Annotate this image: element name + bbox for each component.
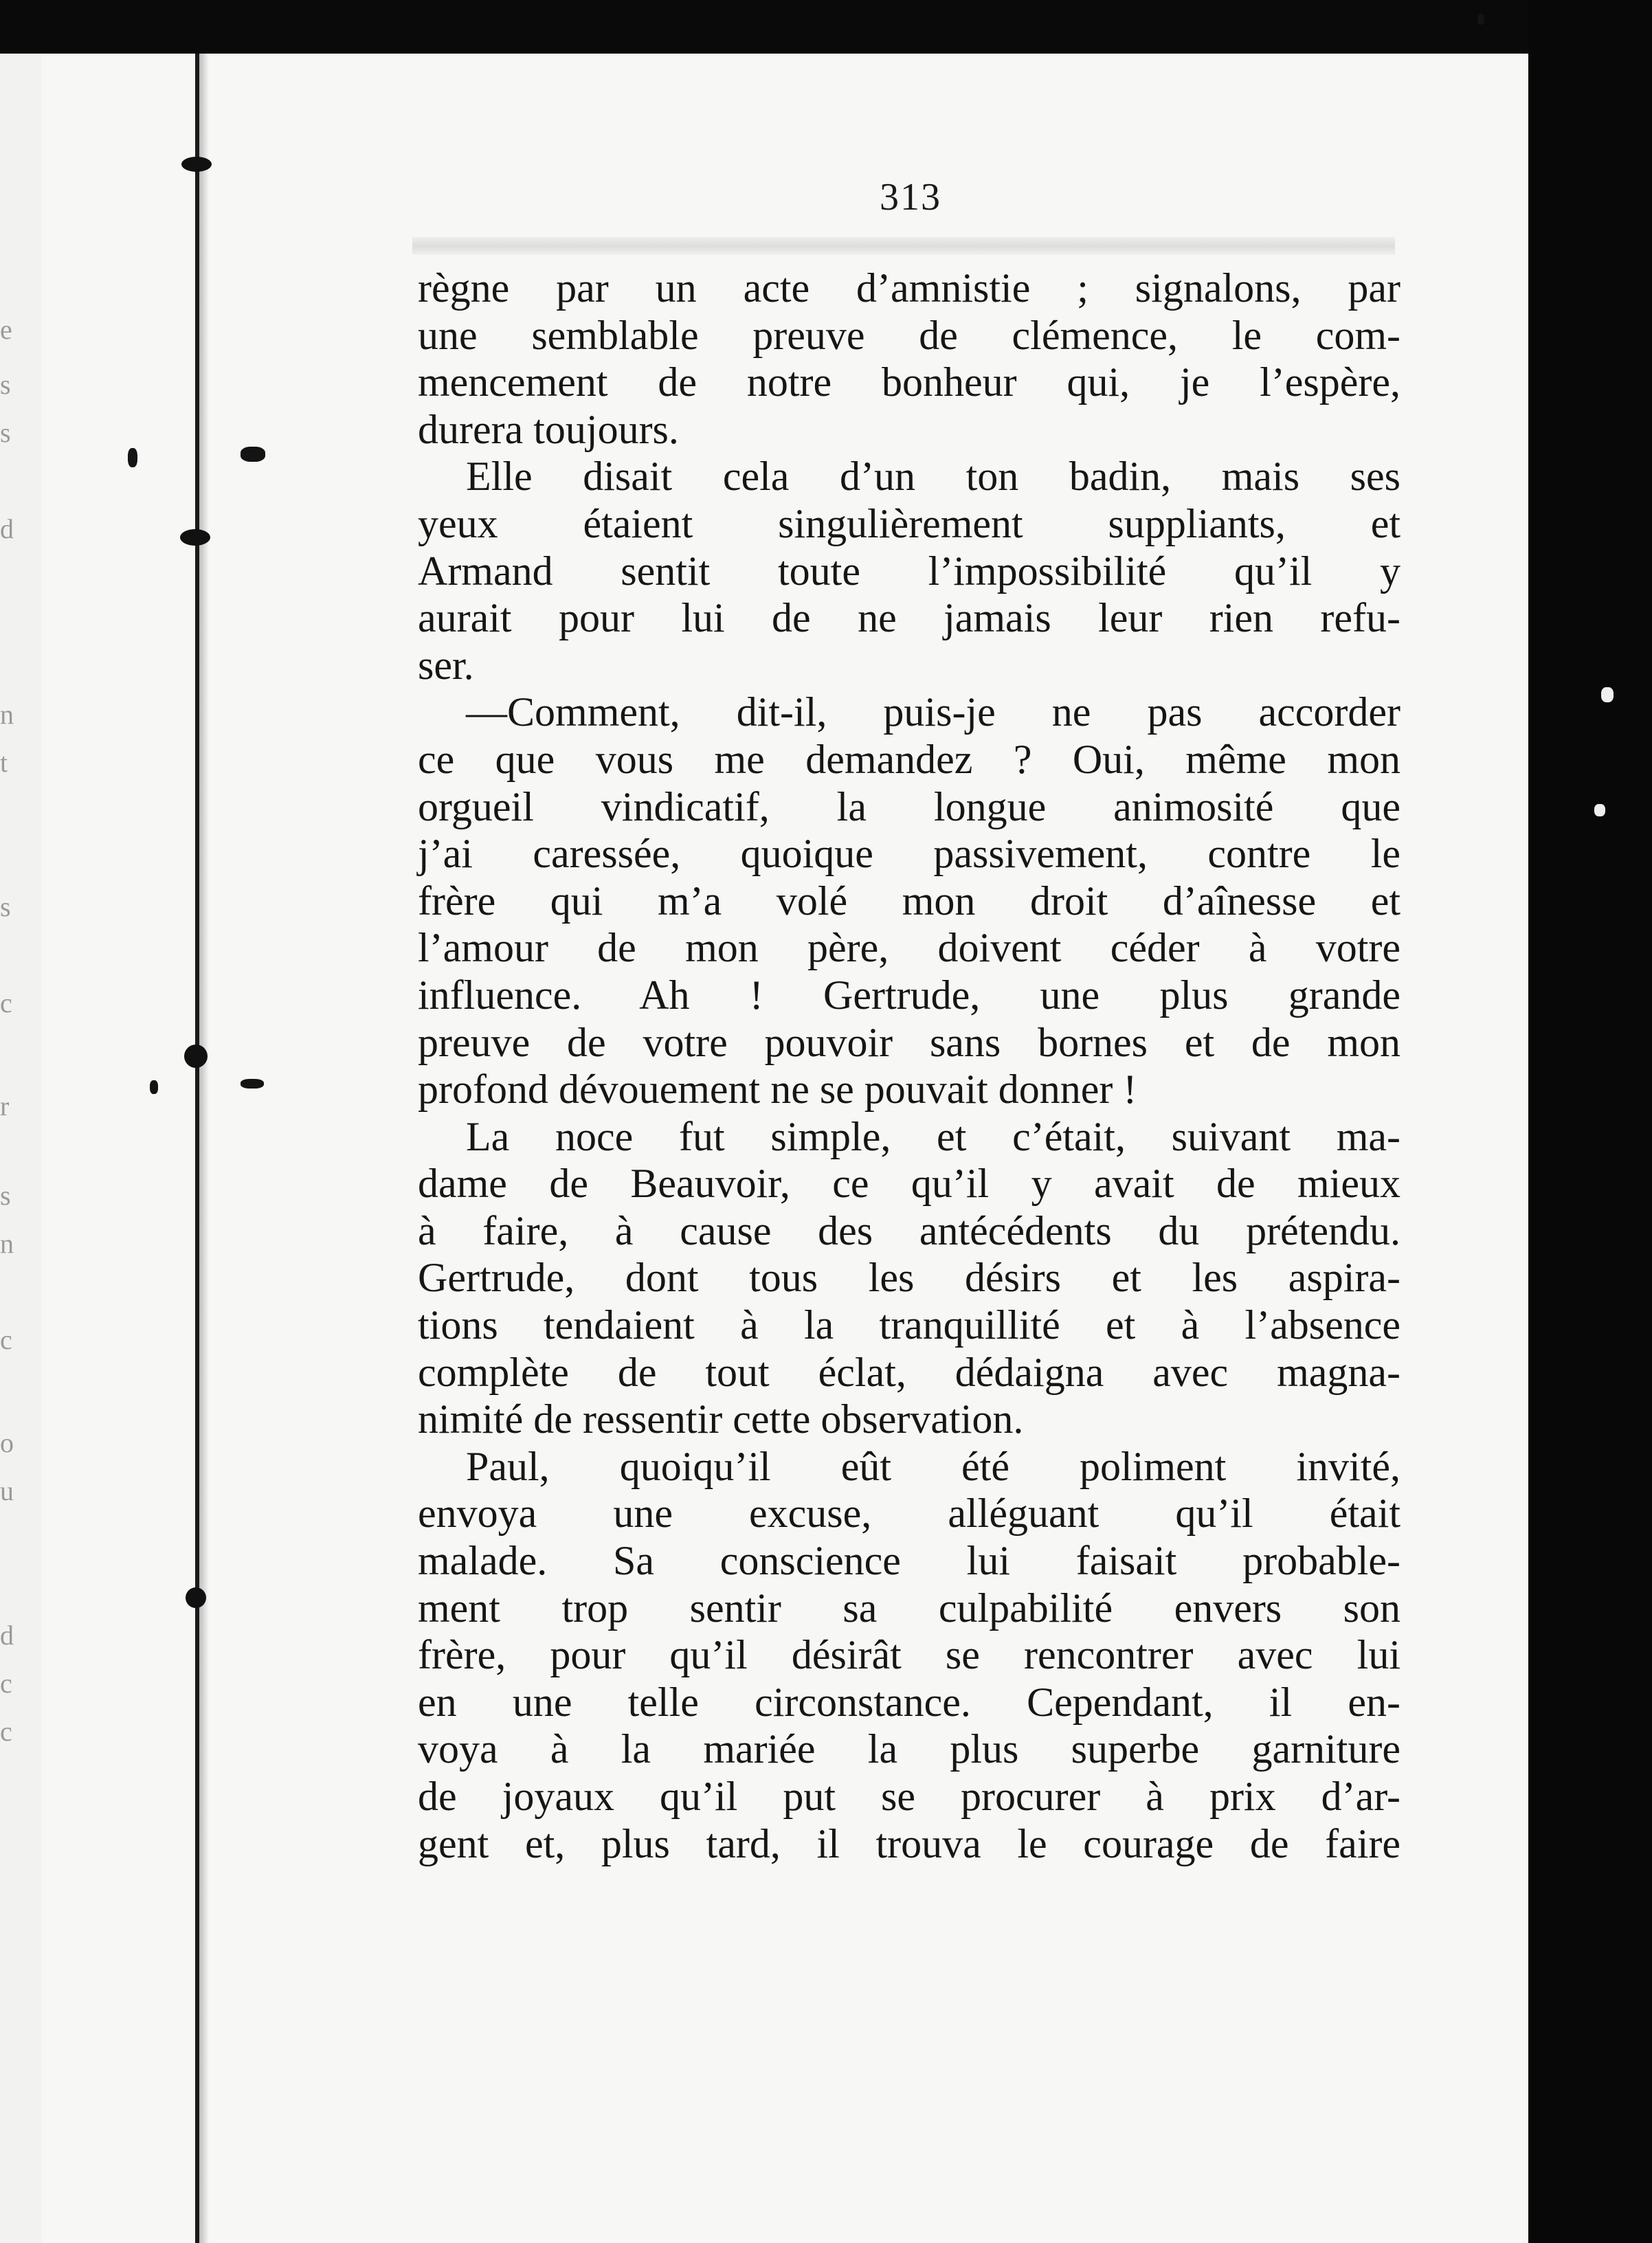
show-through-mark: c — [0, 1668, 12, 1699]
text-line: nimité de ressentir cette observation. — [418, 1396, 1024, 1442]
text-line: durera toujours. — [418, 406, 679, 452]
show-through-mark: c — [0, 987, 12, 1018]
text-line: l’amour de mon père, doivent céder à votre — [418, 925, 1400, 971]
show-through-mark: t — [0, 747, 8, 778]
text-line: influence. Ah ! Gertrude, une plus grande — [418, 972, 1400, 1018]
text-line: règne par un acte d’amnistie ; signalons, par — [418, 265, 1400, 311]
text-line: ser. — [418, 642, 474, 688]
bleed-through-line — [412, 237, 1395, 255]
show-through-mark: e — [0, 314, 12, 345]
show-through-mark: c — [0, 1324, 12, 1355]
ink-speck — [1594, 804, 1605, 816]
show-through-mark: u — [0, 1475, 14, 1506]
text-line: de joyaux qu’il put se procurer à prix d’ar- — [418, 1774, 1400, 1819]
text-line: Gertrude, dont tous les désirs et les aspira- — [418, 1255, 1400, 1301]
text-line: tions tendaient à la tranquillité et à l’absence — [418, 1302, 1400, 1348]
show-through-mark: d — [0, 1620, 14, 1651]
text-line: une semblable preuve de clémence, le com- — [418, 312, 1400, 358]
show-through-mark: s — [0, 417, 11, 448]
text-line: ment trop sentir sa culpabilité envers son — [418, 1585, 1400, 1631]
text-line: profond dévouement ne se pouvait donner ! — [418, 1067, 1137, 1113]
text-line: yeux étaient singulièrement suppliants, et — [418, 500, 1400, 546]
text-line: ce que vous me demandez ? Oui, même mon — [418, 736, 1400, 782]
binding-stitch — [186, 1587, 206, 1608]
text-line: dame de Beauvoir, ce qu’il y avait de mieux — [418, 1161, 1400, 1207]
text-line: voya à la mariée la plus superbe garniture — [418, 1726, 1400, 1772]
text-line: Paul, quoiqu’il eût été poliment invité, — [466, 1443, 1400, 1489]
ink-speck — [1601, 687, 1614, 702]
text-line: mencement de notre bonheur qui, je l’espère, — [418, 359, 1400, 405]
ink-speck — [241, 1079, 264, 1089]
text-line: complète de tout éclat, dédaigna avec magna- — [418, 1349, 1400, 1395]
gutter-shadow — [199, 54, 209, 2243]
show-through-mark: d — [0, 513, 14, 544]
text-line: envoya une excuse, alléguant qu’il était — [418, 1491, 1400, 1537]
show-through-mark: s — [0, 891, 11, 922]
binding-stitch — [180, 529, 210, 546]
ink-speck — [241, 447, 265, 462]
show-through-mark: s — [0, 369, 11, 400]
text-line: —Comment, dit-il, puis-je ne pas accorder — [466, 689, 1400, 735]
show-through-mark: n — [0, 699, 14, 730]
text-line: Armand sentit toute l’impossibilité qu’il y — [418, 548, 1400, 594]
ink-speck — [128, 448, 137, 467]
text-line: aurait pour lui de ne jamais leur rien refu- — [418, 595, 1400, 641]
text-line: frère qui m’a volé mon droit d’aînesse et — [418, 878, 1400, 924]
scanner-border-top — [0, 0, 1652, 54]
text-line: malade. Sa conscience lui faisait probable- — [418, 1538, 1400, 1584]
text-line: frère, pour qu’il désirât se rencontrer avec lui — [418, 1632, 1400, 1678]
text-line: j’ai caressée, quoique passivement, contre le — [418, 831, 1400, 877]
text-line: en une telle circonstance. Cependant, il en- — [418, 1679, 1400, 1725]
show-through-mark: o — [0, 1427, 14, 1458]
show-through-mark: n — [0, 1228, 14, 1259]
show-through-mark: c — [0, 1716, 12, 1747]
text-line: orgueil vindicatif, la longue animosité que — [418, 783, 1400, 829]
text-line: La noce fut simple, et c’était, suivant ma- — [466, 1113, 1400, 1159]
text-line: preuve de votre pouvoir sans bornes et de mon — [418, 1019, 1400, 1065]
text-line: Elle disait cela d’un ton badin, mais ses — [466, 454, 1400, 500]
binding-stitch — [184, 1045, 208, 1068]
show-through-mark: r — [0, 1091, 10, 1122]
ink-speck — [1477, 14, 1484, 25]
scanner-border-right — [1528, 0, 1652, 2243]
ink-speck — [150, 1080, 158, 1094]
body-text — [418, 265, 1400, 1867]
text-line: à faire, à cause des antécédents du prétendu. — [418, 1207, 1400, 1253]
show-through-mark: s — [0, 1180, 11, 1211]
page-number: 313 — [880, 176, 941, 219]
binding-stitch — [181, 157, 212, 172]
text-line: gent et, plus tard, il trouva le courage de faire — [418, 1820, 1400, 1866]
